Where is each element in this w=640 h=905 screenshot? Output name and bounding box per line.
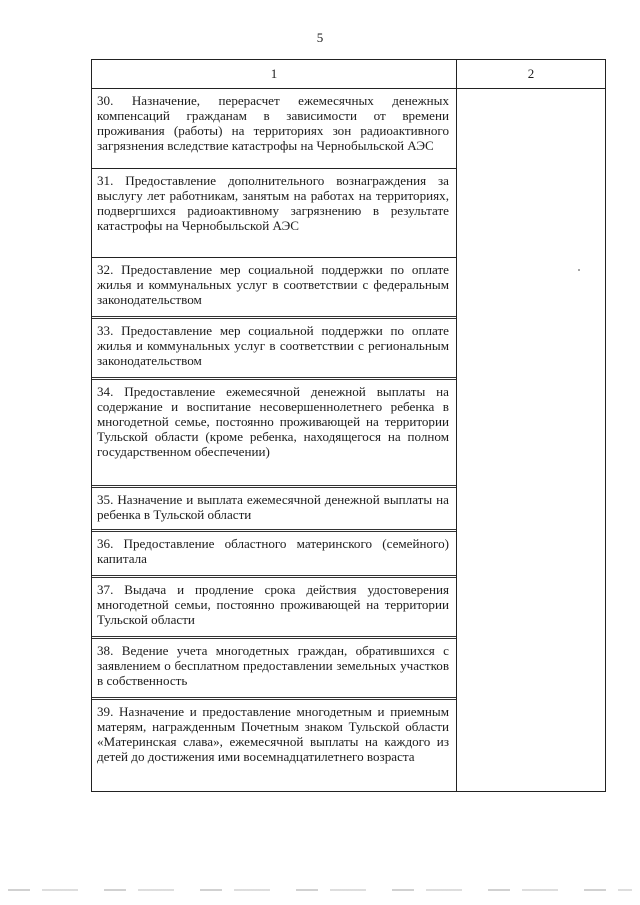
- table-row-item-35: 35. Назначение и выплата ежемесячной денежной выплаты на ребенка в Тульской области: [92, 488, 456, 532]
- column-header-1: 1: [92, 60, 457, 89]
- services-table: [91, 59, 606, 792]
- table-row-item-39: 39. Назначение и предоставление многодетным и приемным матерям, награжденным Почетным знаком Тульской области «Материнская слава», ежемесячной выплаты на каждого из детей до достижения ими восемнадцатилетнего возраста: [97, 704, 449, 764]
- table-row-item-33: 33. Предоставление мер социальной поддержки по оплате жилья и коммунальных услуг в соответствии с региональным законодательством: [92, 319, 456, 380]
- table-row-item-36: 36. Предоставление областного материнского (семейного) капитала: [92, 532, 456, 578]
- column-header-2: 2: [457, 60, 606, 89]
- table-body-row: [92, 89, 606, 792]
- services-column: [92, 89, 457, 792]
- table-row-item-38: 38. Ведение учета многодетных граждан, обратившихся с заявлением о бесплатном предоставлении земельных участков в собственность: [92, 639, 456, 700]
- scan-speck: [578, 269, 580, 271]
- scan-edge-artifact: [8, 889, 632, 891]
- table-row-item-32: 32. Предоставление мер социальной поддержки по оплате жилья и коммунальных услуг в соответствии с федеральным законодательством: [92, 258, 456, 319]
- table-row-item-31: 31. Предоставление дополнительного вознаграждения за выслугу лет работникам, занятым на работах на территориях, подвергшихся радиоактивному загрязнению в результате катастрофы на Чернобыльской АЭС: [92, 169, 456, 258]
- table-row-item-37: 37. Выдача и продление срока действия удостоверения многодетной семьи, постоянно проживающей на территории Тульской области: [92, 578, 456, 639]
- empty-column-2: [457, 89, 606, 792]
- table-row-item-30: 30. Назначение, перерасчет ежемесячных денежных компенсаций гражданам в зависимости от времени проживания (работы) на территориях зон радиоактивного загрязнения вследствие катастрофы на Чернобыльской АЭС: [92, 89, 456, 169]
- page-number: 5: [316, 30, 324, 45]
- table-row-item-34: 34. Предоставление ежемесячной денежной выплаты на содержание и воспитание несовершеннолетнего ребенка в многодетной семье, постоянно проживающей на территории Тульской области (кроме ребенка, находящегося на полном государственном обеспечении): [92, 380, 456, 488]
- table-header-row: [92, 60, 606, 89]
